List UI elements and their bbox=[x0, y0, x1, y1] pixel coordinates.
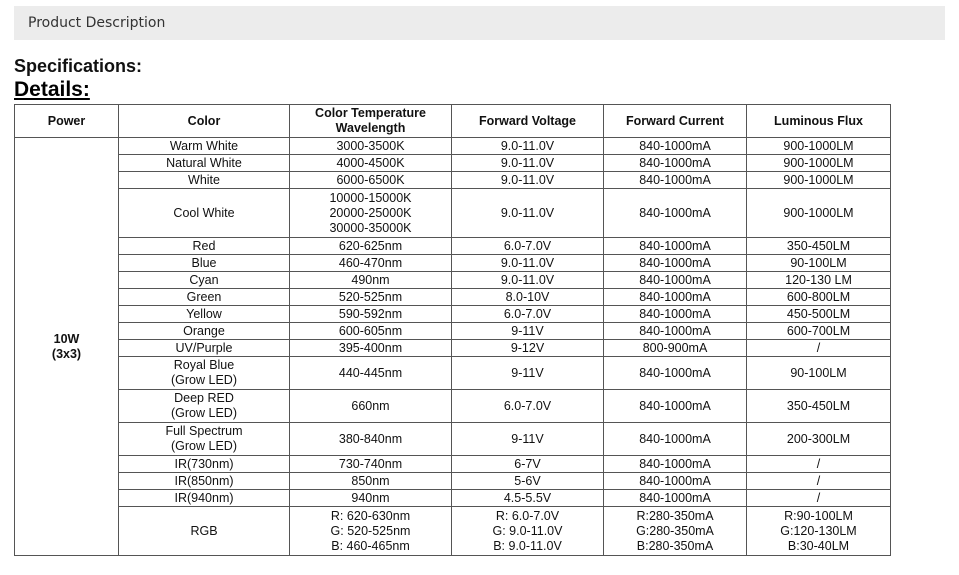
voltage-value: 6.0-7.0V bbox=[503, 306, 552, 321]
color-value: (Grow LED) bbox=[171, 373, 237, 387]
color-value: IR(730nm) bbox=[174, 456, 234, 471]
flux-value: 450-500LM bbox=[786, 306, 851, 321]
voltage-value: R: 6.0-7.0V bbox=[495, 508, 560, 523]
table-row bbox=[15, 507, 891, 556]
table-row bbox=[15, 490, 891, 507]
temp-cell bbox=[290, 138, 452, 155]
temp-value: G: 520-525nm bbox=[330, 523, 411, 538]
color-value: (Grow LED) bbox=[171, 439, 237, 453]
voltage-value: 9-12V bbox=[510, 340, 545, 355]
current-cell bbox=[604, 456, 747, 473]
current-value: 800-900mA bbox=[642, 340, 708, 355]
voltage-value: 4.5-5.5V bbox=[503, 490, 552, 505]
color-value: Red bbox=[192, 238, 216, 253]
color-cell bbox=[119, 172, 290, 189]
voltage-cell bbox=[452, 306, 604, 323]
current-value: 840-1000mA bbox=[639, 456, 711, 471]
current-value: 840-1000mA bbox=[639, 155, 711, 170]
table-row bbox=[15, 255, 891, 272]
current-cell bbox=[604, 255, 747, 272]
table-row bbox=[15, 172, 891, 189]
voltage-cell bbox=[452, 323, 604, 340]
table-row bbox=[15, 323, 891, 340]
current-value: G:280-350mA bbox=[636, 523, 714, 538]
temp-cell bbox=[290, 255, 452, 272]
temp-value: B: 460-465nm bbox=[331, 538, 410, 553]
color-cell bbox=[119, 289, 290, 306]
color-cell bbox=[119, 272, 290, 289]
tab-label: Product Description bbox=[28, 15, 166, 31]
flux-cell bbox=[747, 357, 891, 390]
table-row bbox=[15, 423, 891, 456]
current-cell bbox=[604, 473, 747, 490]
temp-cell bbox=[290, 456, 452, 473]
current-value: 840-1000mA bbox=[639, 138, 711, 153]
temp-cell bbox=[290, 507, 452, 556]
current-cell bbox=[604, 323, 747, 340]
color-cell bbox=[119, 189, 290, 238]
color-cell bbox=[119, 357, 290, 390]
color-cell bbox=[119, 323, 290, 340]
color-value: IR(940nm) bbox=[174, 490, 234, 505]
temp-cell bbox=[290, 306, 452, 323]
temp-value: 520-525nm bbox=[338, 289, 403, 304]
flux-value: 350-450LM bbox=[786, 238, 851, 253]
power-value: (3x3) bbox=[51, 346, 82, 361]
color-cell bbox=[119, 473, 290, 490]
color-value: Cyan bbox=[189, 272, 219, 287]
color-cell bbox=[119, 390, 290, 423]
flux-value: 900-1000LM bbox=[783, 138, 854, 153]
color-value: RGB bbox=[190, 523, 218, 538]
table-row bbox=[15, 289, 891, 306]
table-row bbox=[15, 340, 891, 357]
current-value: 840-1000mA bbox=[639, 205, 711, 220]
voltage-value: 9-11V bbox=[511, 365, 544, 380]
spec-table-body bbox=[15, 138, 891, 556]
color-value: Yellow bbox=[186, 306, 222, 321]
temp-value: 10000-15000K bbox=[329, 190, 412, 205]
voltage-value: 5-6V bbox=[514, 473, 541, 488]
flux-cell bbox=[747, 172, 891, 189]
voltage-cell bbox=[452, 423, 604, 456]
header-temp-line-1: Color Temperature bbox=[315, 106, 426, 120]
voltage-cell bbox=[452, 272, 604, 289]
color-value: UV/Purple bbox=[175, 340, 233, 355]
current-value: 840-1000mA bbox=[639, 272, 711, 287]
header-luminous-flux: Luminous Flux bbox=[747, 105, 891, 138]
flux-cell bbox=[747, 306, 891, 323]
temp-value: R: 620-630nm bbox=[330, 508, 411, 523]
temp-value: 460-470nm bbox=[338, 255, 403, 270]
temp-value: 4000-4500K bbox=[336, 155, 405, 170]
current-cell bbox=[604, 238, 747, 255]
flux-value: 600-800LM bbox=[786, 289, 851, 304]
temp-value: 850nm bbox=[351, 473, 390, 488]
flux-cell bbox=[747, 507, 891, 556]
voltage-cell bbox=[452, 357, 604, 390]
flux-cell bbox=[747, 340, 891, 357]
current-cell bbox=[604, 138, 747, 155]
flux-cell bbox=[747, 238, 891, 255]
color-value: White bbox=[188, 172, 220, 187]
table-row bbox=[15, 272, 891, 289]
current-value: 840-1000mA bbox=[639, 238, 711, 253]
spec-table bbox=[14, 104, 891, 556]
flux-value: / bbox=[816, 490, 821, 505]
color-value: Orange bbox=[183, 323, 225, 338]
temp-value: 20000-25000K bbox=[329, 205, 412, 220]
current-cell bbox=[604, 340, 747, 357]
temp-cell bbox=[290, 357, 452, 390]
voltage-cell bbox=[452, 238, 604, 255]
flux-value: / bbox=[816, 473, 821, 488]
voltage-value: 9.0-11.0V bbox=[500, 172, 555, 187]
specifications-heading: Specifications: bbox=[14, 56, 143, 76]
flux-value: / bbox=[816, 340, 821, 355]
table-row bbox=[15, 357, 891, 390]
color-cell bbox=[119, 490, 290, 507]
voltage-value: 9.0-11.0V bbox=[500, 155, 555, 170]
voltage-value: 9.0-11.0V bbox=[500, 255, 555, 270]
current-cell bbox=[604, 357, 747, 390]
color-cell bbox=[119, 306, 290, 323]
voltage-value: G: 9.0-11.0V bbox=[492, 523, 563, 538]
current-value: 840-1000mA bbox=[639, 289, 711, 304]
current-value: 840-1000mA bbox=[639, 473, 711, 488]
temp-value: 730-740nm bbox=[338, 456, 403, 471]
voltage-value: 8.0-10V bbox=[505, 289, 550, 304]
temp-cell bbox=[290, 423, 452, 456]
header-power: Power bbox=[15, 105, 119, 138]
flux-value: / bbox=[816, 456, 821, 471]
table-row bbox=[15, 456, 891, 473]
color-value: IR(850nm) bbox=[174, 473, 234, 488]
current-value: R:280-350mA bbox=[636, 508, 714, 523]
color-cell bbox=[119, 340, 290, 357]
details-heading: Details: bbox=[14, 78, 90, 101]
flux-value: 600-700LM bbox=[786, 323, 851, 338]
voltage-value: 9.0-11.0V bbox=[500, 272, 555, 287]
header-color: Color bbox=[119, 105, 290, 138]
flux-value: 90-100LM bbox=[790, 255, 847, 270]
voltage-value: 6-7V bbox=[514, 456, 541, 471]
current-cell bbox=[604, 423, 747, 456]
current-cell bbox=[604, 172, 747, 189]
temp-cell bbox=[290, 289, 452, 306]
power-value: 10W bbox=[53, 331, 80, 346]
product-description-tab[interactable] bbox=[14, 6, 945, 40]
flux-value: 90-100LM bbox=[790, 365, 847, 380]
flux-value: G:120-130LM bbox=[780, 523, 857, 538]
temp-cell bbox=[290, 172, 452, 189]
current-value: 840-1000mA bbox=[639, 431, 711, 446]
flux-cell bbox=[747, 473, 891, 490]
power-cell bbox=[15, 138, 119, 556]
temp-value: 620-625nm bbox=[338, 238, 403, 253]
color-cell bbox=[119, 423, 290, 456]
temp-value: 940nm bbox=[351, 490, 390, 505]
voltage-value: 6.0-7.0V bbox=[503, 238, 552, 253]
temp-cell bbox=[290, 155, 452, 172]
header-forward-current: Forward Current bbox=[604, 105, 747, 138]
current-value: 840-1000mA bbox=[639, 490, 711, 505]
current-value: 840-1000mA bbox=[639, 323, 711, 338]
current-cell bbox=[604, 272, 747, 289]
header-forward-voltage: Forward Voltage bbox=[452, 105, 604, 138]
temp-value: 6000-6500K bbox=[336, 172, 405, 187]
temp-cell bbox=[290, 340, 452, 357]
voltage-cell bbox=[452, 189, 604, 238]
temp-value: 590-592nm bbox=[338, 306, 403, 321]
voltage-cell bbox=[452, 473, 604, 490]
current-value: 840-1000mA bbox=[639, 365, 711, 380]
flux-value: 900-1000LM bbox=[783, 205, 854, 220]
voltage-value: 6.0-7.0V bbox=[503, 398, 552, 413]
voltage-cell bbox=[452, 138, 604, 155]
voltage-value: 9-11V bbox=[511, 323, 544, 338]
current-cell bbox=[604, 289, 747, 306]
temp-value: 600-605nm bbox=[338, 323, 403, 338]
temp-value: 490nm bbox=[351, 272, 390, 287]
voltage-value: 9-11V bbox=[511, 431, 544, 446]
table-row bbox=[15, 138, 891, 155]
voltage-cell bbox=[452, 255, 604, 272]
header-color-temperature bbox=[290, 105, 452, 138]
temp-value: 3000-3500K bbox=[336, 138, 405, 153]
flux-cell bbox=[747, 155, 891, 172]
color-cell bbox=[119, 255, 290, 272]
color-value: Natural White bbox=[166, 155, 242, 170]
flux-value: R:90-100LM bbox=[784, 508, 853, 523]
color-cell bbox=[119, 507, 290, 556]
flux-cell bbox=[747, 323, 891, 340]
flux-value: 200-300LM bbox=[786, 431, 851, 446]
temp-cell bbox=[290, 238, 452, 255]
temp-value: 30000-35000K bbox=[329, 220, 412, 235]
current-value: 840-1000mA bbox=[639, 172, 711, 187]
flux-cell bbox=[747, 272, 891, 289]
flux-value: 900-1000LM bbox=[783, 172, 854, 187]
current-cell bbox=[604, 507, 747, 556]
current-value: 840-1000mA bbox=[639, 306, 711, 321]
voltage-value: 9.0-11.0V bbox=[500, 138, 555, 153]
flux-value: 350-450LM bbox=[786, 398, 851, 413]
table-row bbox=[15, 473, 891, 490]
table-row bbox=[15, 390, 891, 423]
temp-cell bbox=[290, 189, 452, 238]
color-cell bbox=[119, 456, 290, 473]
flux-cell bbox=[747, 423, 891, 456]
color-value: Warm White bbox=[169, 138, 239, 153]
voltage-cell bbox=[452, 456, 604, 473]
table-row bbox=[15, 189, 891, 238]
color-value: (Grow LED) bbox=[171, 406, 237, 420]
current-cell bbox=[604, 390, 747, 423]
temp-cell bbox=[290, 473, 452, 490]
temp-value: 660nm bbox=[351, 398, 390, 413]
temp-cell bbox=[290, 390, 452, 423]
voltage-cell bbox=[452, 289, 604, 306]
table-row bbox=[15, 238, 891, 255]
flux-cell bbox=[747, 255, 891, 272]
flux-cell bbox=[747, 289, 891, 306]
voltage-cell bbox=[452, 172, 604, 189]
voltage-cell bbox=[452, 340, 604, 357]
color-value: Royal Blue bbox=[173, 358, 235, 372]
temp-value: 395-400nm bbox=[338, 340, 403, 355]
color-cell bbox=[119, 155, 290, 172]
color-value: Cool White bbox=[173, 205, 235, 220]
temp-value: 380-840nm bbox=[338, 431, 403, 446]
color-value: Full Spectrum bbox=[165, 424, 243, 438]
color-cell bbox=[119, 138, 290, 155]
table-row bbox=[15, 306, 891, 323]
flux-cell bbox=[747, 390, 891, 423]
flux-cell bbox=[747, 456, 891, 473]
current-value: 840-1000mA bbox=[639, 255, 711, 270]
color-value: Green bbox=[186, 289, 222, 304]
color-value: Deep RED bbox=[174, 391, 234, 405]
flux-cell bbox=[747, 189, 891, 238]
temp-cell bbox=[290, 490, 452, 507]
flux-value: 120-130 LM bbox=[785, 272, 852, 287]
current-cell bbox=[604, 306, 747, 323]
temp-cell bbox=[290, 323, 452, 340]
current-value: B:280-350mA bbox=[636, 538, 714, 553]
temp-cell bbox=[290, 272, 452, 289]
voltage-cell bbox=[452, 507, 604, 556]
current-value: 840-1000mA bbox=[639, 398, 711, 413]
current-cell bbox=[604, 189, 747, 238]
header-temp-line-2: Wavelength bbox=[335, 121, 406, 135]
voltage-value: B: 9.0-11.0V bbox=[493, 538, 562, 553]
color-value: Blue bbox=[191, 255, 217, 270]
voltage-cell bbox=[452, 390, 604, 423]
color-cell bbox=[119, 238, 290, 255]
table-row bbox=[15, 155, 891, 172]
table-header-row bbox=[15, 105, 891, 138]
flux-cell bbox=[747, 490, 891, 507]
current-cell bbox=[604, 490, 747, 507]
flux-cell bbox=[747, 138, 891, 155]
current-cell bbox=[604, 155, 747, 172]
voltage-cell bbox=[452, 490, 604, 507]
voltage-cell bbox=[452, 155, 604, 172]
flux-value: 900-1000LM bbox=[783, 155, 854, 170]
flux-value: B:30-40LM bbox=[787, 538, 850, 553]
voltage-value: 9.0-11.0V bbox=[500, 205, 555, 220]
temp-value: 440-445nm bbox=[338, 365, 403, 380]
